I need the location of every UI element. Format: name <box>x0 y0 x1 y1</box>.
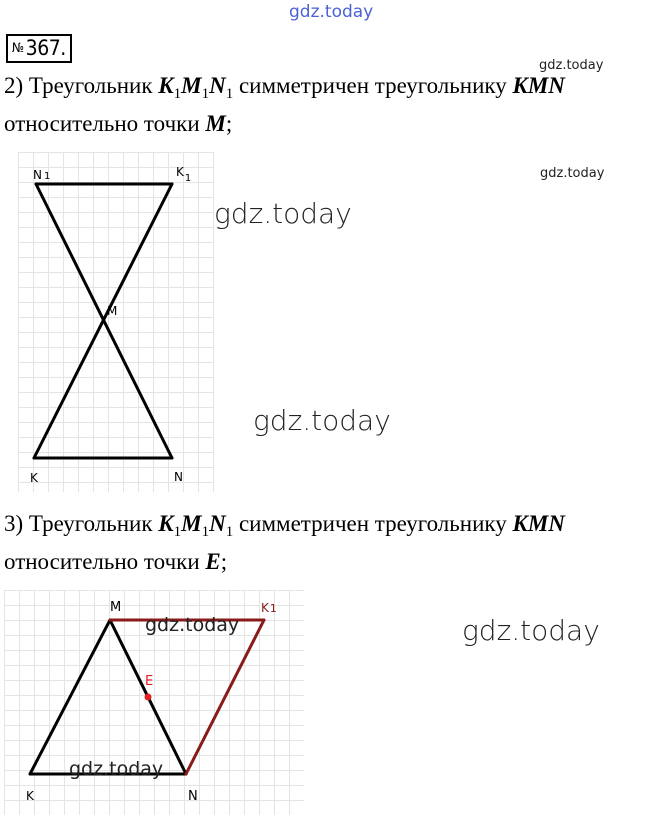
watermark-mid-1: gdz.today <box>145 614 240 636</box>
watermark-big-3: gdz.today <box>462 614 600 647</box>
number-sign: № <box>12 41 24 56</box>
point-e-marker <box>145 694 152 701</box>
part2-line2-text: относительно точки <box>4 111 206 136</box>
part3-end: ; <box>220 549 228 574</box>
part3-m1: $M_1$ <box>181 511 210 540</box>
watermark-small-2: gdz.today <box>540 166 605 181</box>
part3-k1: $K_1$ <box>158 511 182 540</box>
part3-line2-text: относительно точки <box>4 549 206 574</box>
segment-m-k <box>30 620 110 774</box>
part2-end: ; <box>225 111 233 136</box>
part3-n1: $N_1$ <box>209 511 234 540</box>
part2-middle: симметричен треугольнику <box>233 73 513 98</box>
problem-number-value: 367. <box>25 36 66 60</box>
label-k: K <box>30 471 38 485</box>
watermark-big-1: gdz.today <box>214 197 352 230</box>
part2-point: M <box>205 111 226 136</box>
part3-kmn: KMN <box>512 511 565 536</box>
label-k: K <box>26 789 34 803</box>
part2-n1: $N_1$ <box>209 73 234 102</box>
part2-m1: $M_1$ <box>181 73 210 102</box>
label-n: N <box>188 789 198 804</box>
label-m: M <box>107 304 118 318</box>
label-n: N <box>174 470 183 484</box>
watermark-small-1: gdz.today <box>539 58 604 73</box>
part3-middle: симметричен треугольнику <box>233 511 513 536</box>
watermark-mid-2: gdz.today <box>69 758 164 780</box>
label-m: M <box>110 600 122 615</box>
watermark-big-2: gdz.today <box>253 404 391 437</box>
label-k1: K1 <box>261 601 277 615</box>
part2-prefix: 2) Треугольник <box>4 73 159 98</box>
part3-prefix: 3) Треугольник <box>4 511 159 536</box>
part3-point: E <box>205 549 221 574</box>
watermark-top: gdz.today <box>289 2 374 22</box>
part2-kmn: KMN <box>512 73 565 98</box>
label-n1: N 1 <box>33 168 51 182</box>
segment-k1-n <box>186 620 264 774</box>
label-k1: $K_1$ <box>176 165 192 184</box>
label-e: E <box>145 674 154 689</box>
part2-k1: $K_1$ <box>158 73 182 102</box>
